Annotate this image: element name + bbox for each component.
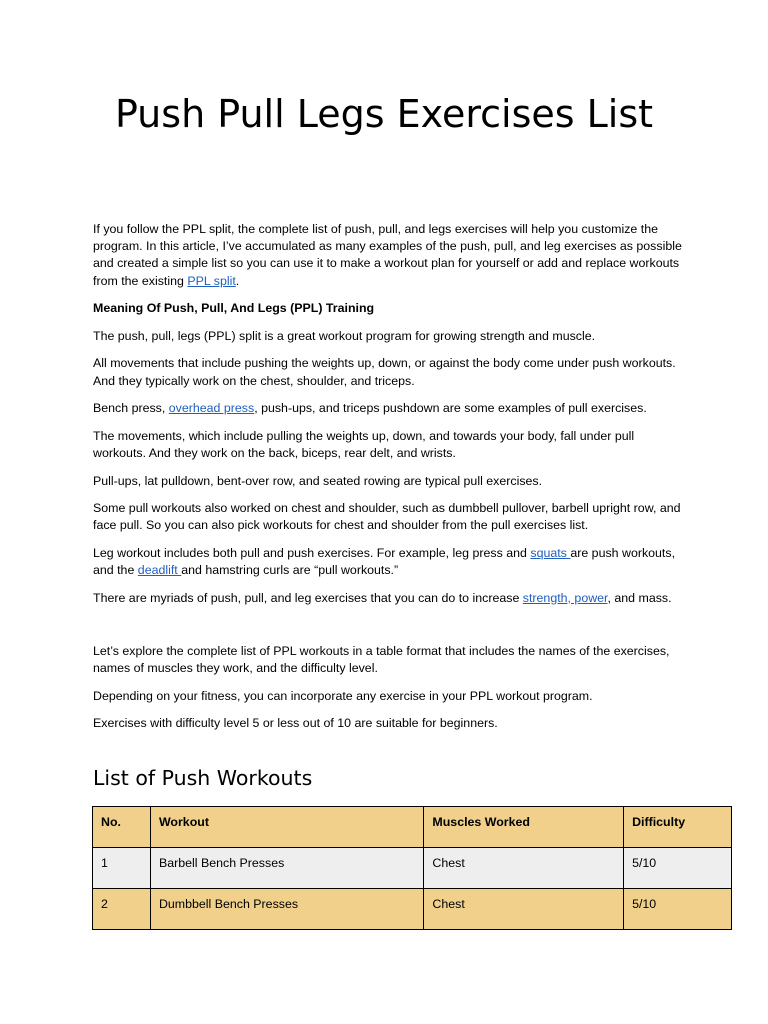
- intro-text-end: .: [235, 273, 240, 288]
- push-workouts-table: [92, 806, 732, 930]
- cell-workout: Barbell Bench Presses: [150, 848, 423, 889]
- overhead-press-link[interactable]: overhead press: [168, 401, 255, 416]
- column-header-difficulty: Difficulty: [624, 807, 732, 848]
- cell-muscles: Chest: [424, 889, 624, 930]
- push-workouts-heading: List of Push Workouts: [93, 766, 313, 790]
- meaning-paragraph-2: All movements that include pushing the weights up, down, or against the body come under push workouts. And they typically work on the chest, shoulder, and triceps.: [93, 356, 676, 388]
- p7-text: Leg workout includes both pull and push exercises. For example, leg press and: [93, 545, 531, 560]
- table-row: [93, 848, 732, 889]
- meaning-heading: Meaning Of Push, Pull, And Legs (PPL) Training: [93, 301, 375, 316]
- table-row: [93, 889, 732, 930]
- cell-difficulty: 5/10: [624, 848, 732, 889]
- meaning-paragraph-7: [93, 545, 683, 579]
- intro-text: If you follow the PPL split, the complete list of push, pull, and legs exercises will help you customize the program. In this article, I’ve accumulated as many examples of the push, pull, and leg exercises as possible and created a simple list so you can use it to make a workout plan for yourself or add and replace workouts from the existing: [93, 222, 682, 288]
- cell-no: 1: [93, 848, 151, 889]
- table-header-row: [93, 807, 732, 848]
- meaning-paragraph-8: [93, 590, 683, 607]
- ppl-split-link[interactable]: PPL split: [187, 273, 236, 288]
- column-header-no: No.: [93, 807, 151, 848]
- cell-difficulty: 5/10: [624, 889, 732, 930]
- meaning-paragraph-1: The push, pull, legs (PPL) split is a great workout program for growing strength and muscle.: [93, 328, 596, 343]
- p7-text-mid: are push workouts, and the: [93, 545, 676, 578]
- cell-workout: Dumbbell Bench Presses: [150, 889, 423, 930]
- article-body: [93, 221, 683, 743]
- p3-text-end: , push-ups, and triceps pushdown are some examples of pull exercises.: [254, 401, 647, 416]
- meaning-paragraph-5: Pull-ups, lat pulldown, bent-over row, and seated rowing are typical pull exercises.: [93, 473, 543, 488]
- meaning-paragraph-6: Some pull workouts also worked on chest and shoulder, such as dumbbell pullover, barbell upright row, and face pull. So you can also pick workouts for chest and shoulder from the pull exercises list.: [93, 501, 681, 533]
- p8-text-end: , and mass.: [607, 590, 672, 605]
- cell-muscles: Chest: [424, 848, 624, 889]
- column-header-workout: Workout: [150, 807, 423, 848]
- explore-paragraph-2: Depending on your fitness, you can incorporate any exercise in your PPL workout program.: [93, 688, 593, 703]
- intro-paragraph: [93, 221, 683, 290]
- explore-paragraph-3: Exercises with difficulty level 5 or less out of 10 are suitable for beginners.: [93, 716, 498, 731]
- explore-paragraph-1: Let’s explore the complete list of PPL workouts in a table format that includes the names of the exercises, names of muscles they work, and the difficulty level.: [93, 643, 670, 676]
- column-header-muscles: Muscles Worked: [424, 807, 624, 848]
- cell-no: 2: [93, 889, 151, 930]
- deadlift-link[interactable]: deadlift: [137, 563, 182, 578]
- squats-link[interactable]: squats: [530, 545, 571, 560]
- page-title: Push Pull Legs Exercises List: [114, 92, 654, 136]
- p3-text: Bench press,: [93, 401, 169, 416]
- p7-text-end: and hamstring curls are “pull workouts.”: [181, 563, 399, 578]
- meaning-paragraph-4: The movements, which include pulling the weights up, down, and towards your body, fall under pull workouts. And they work on the back, biceps, rear delt, and wrists.: [93, 428, 635, 460]
- strength-power-link[interactable]: strength, power: [522, 590, 608, 605]
- meaning-paragraph-3: [93, 400, 683, 417]
- p8-text: There are myriads of push, pull, and leg exercises that you can do to increase: [93, 590, 523, 605]
